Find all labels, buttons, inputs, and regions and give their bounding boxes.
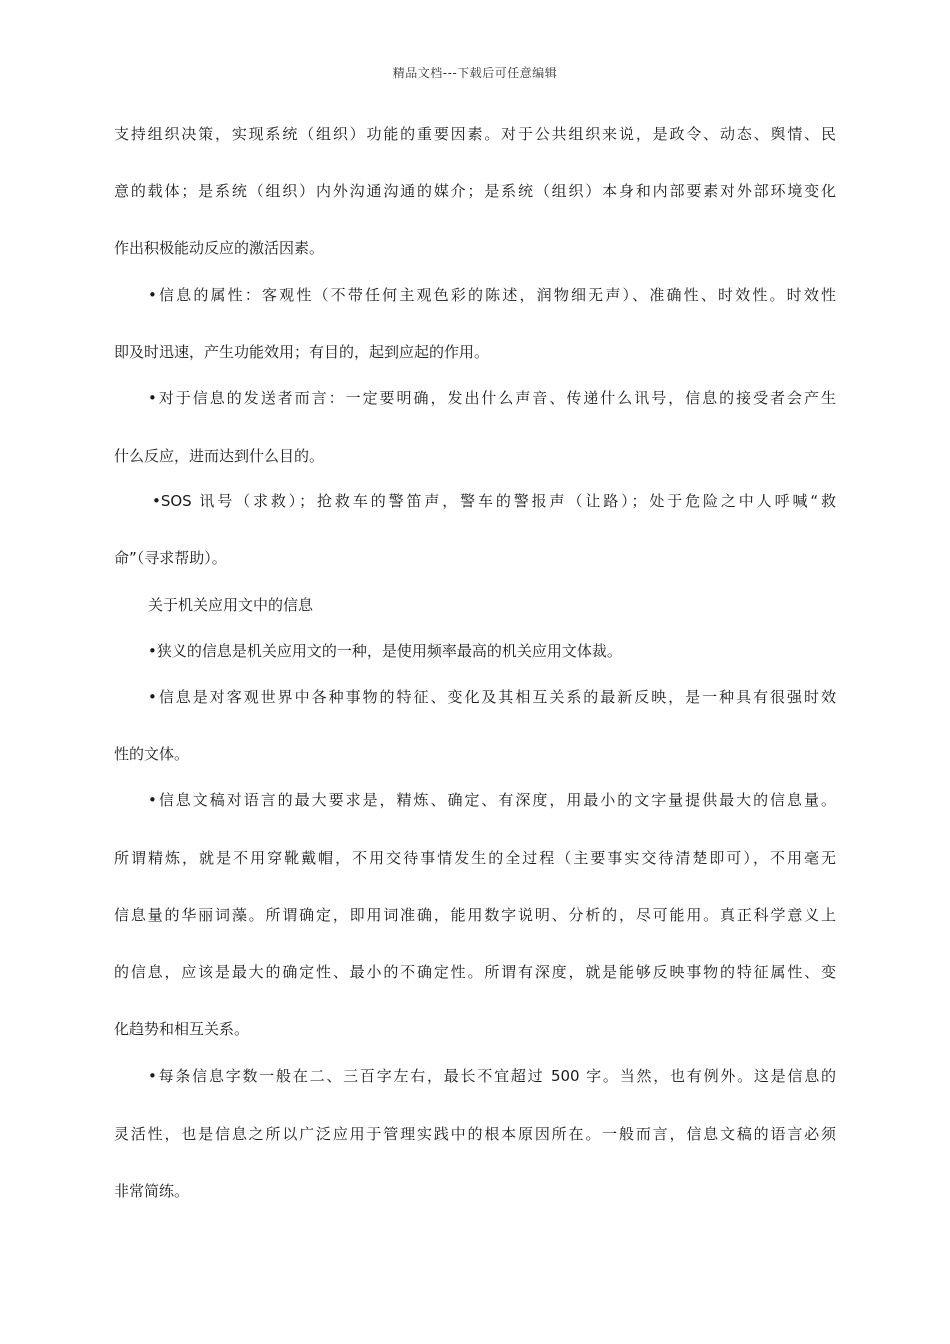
paragraph-line: 非常简练。	[114, 1182, 190, 1200]
paragraph-line: 命”（寻求帮助）。	[114, 549, 227, 567]
bullet-line: •对于信息的发送者而言：一定要明确，发出什么声音、传递什么讯号，信息的接受者会产生	[148, 389, 836, 407]
bullet-line: •狭义的信息是机关应用文的一种，是使用频率最高的机关应用文体裁。	[148, 642, 622, 660]
paragraph-line: 所谓精炼，就是不用穿靴戴帽，不用交待事情发生的全过程（主要事实交待清楚即可），不用毫无	[114, 849, 836, 867]
paragraph-line: 性的文体。	[114, 745, 190, 763]
bullet-line: •信息文稿对语言的最大要求是，精炼、确定、有深度，用最小的文字量提供最大的信息量。	[148, 791, 836, 809]
paragraph-line: 的信息，应该是最大的确定性、最小的不确定性。所谓有深度，就是能够反映事物的特征属性、变	[114, 963, 836, 981]
bullet-line: •每条信息字数一般在二、三百字左右，最长不宜超过 500 字。当然，也有例外。这是信息的	[148, 1067, 836, 1085]
paragraph-line: 支持组织决策，实现系统（组织）功能的重要因素。对于公共组织来说，是政令、动态、舆情、民	[114, 125, 836, 143]
paragraph-line: 灵活性，也是信息之所以广泛应用于管理实践中的根本原因所在。一般而言，信息文稿的语言必须	[114, 1125, 836, 1143]
page-header: 精品文档---下载后可任意编辑	[392, 66, 558, 80]
paragraph-line: 信息量的华丽词藻。所谓确定，即用词准确，能用数字说明、分析的，尽可能用。真正科学意义上	[114, 906, 836, 924]
bullet-line: •信息是对客观世界中各种事物的特征、变化及其相互关系的最新反映，是一种具有很强时效	[148, 688, 836, 706]
paragraph-line: 作出积极能动反应的激活因素。	[114, 239, 325, 257]
section-heading: 关于机关应用文中的信息	[148, 596, 314, 614]
paragraph-line: 即及时迅速，产生功能效用；有目的，起到应起的作用。	[114, 343, 490, 361]
paragraph-line: 什么反应，进而达到什么目的。	[114, 447, 325, 465]
bullet-line: •SOS 讯号（求救）；抢救车的警笛声，警车的警报声（让路）；处于危险之中人呼喊“救	[152, 492, 836, 510]
paragraph-line: 意的载体；是系统（组织）内外沟通沟通的媒介；是系统（组织）本身和内部要素对外部环境变化	[114, 182, 836, 200]
bullet-line: •信息的属性：客观性（不带任何主观色彩的陈述，润物细无声）、准确性、时效性。时效性	[148, 286, 836, 304]
paragraph-line: 化趋势和相互关系。	[114, 1020, 250, 1038]
